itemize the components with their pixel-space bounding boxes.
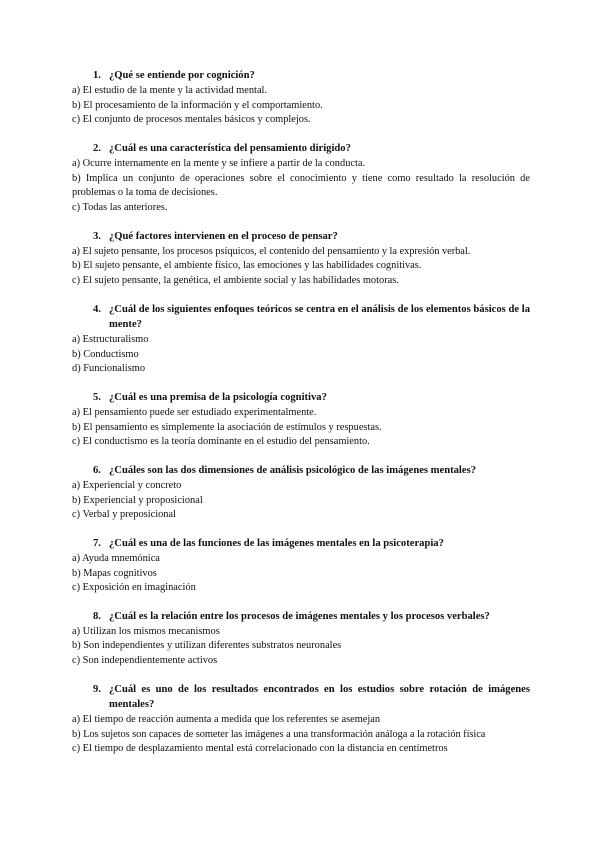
question-5 [72, 390, 530, 450]
answer-option: a) El tiempo de reacción aumenta a medida que los referentes se asemejan [72, 714, 381, 726]
question-text: ¿Cuál es uno de los resultados encontrados en los estudios sobre rotación de imágenes mentales? [109, 683, 530, 710]
answer-option: b) Mapas cognitivos [72, 567, 157, 579]
answer-option: b) El sujeto pensante, el ambiente físico, las emociones y las habilidades cognitivas. [72, 260, 422, 272]
answer-option: a) El estudio de la mente y la actividad mental. [72, 85, 268, 97]
answer-option: b) Experiencial y proposicional [72, 494, 203, 506]
answer-option: b) Los sujetos son capaces de someter las imágenes a una transformación análoga a la rotación física [72, 728, 486, 740]
question-number: 4. [93, 303, 101, 315]
question-9 [72, 682, 530, 757]
question-number: 9. [93, 683, 101, 695]
answer-option: a) El pensamiento puede ser estudiado experimentalmente. [72, 406, 317, 418]
question-text: ¿Cuál de los siguientes enfoques teóricos se centra en el análisis de los elementos básicos de la mente? [109, 303, 530, 330]
question-list [72, 68, 530, 770]
answer-option: c) Todas las anteriores. [72, 201, 168, 213]
answer-option: a) El sujeto pensante, los procesos psíquicos, el contenido del pensamiento y la expresión verbal. [72, 245, 471, 257]
question-3 [72, 229, 530, 289]
question-text: ¿Qué factores intervienen en el proceso de pensar? [109, 230, 338, 242]
answer-option: c) El tiempo de desplazamiento mental está correlacionado con la distancia en centímetros [72, 743, 448, 755]
answer-option: b) El pensamiento es simplemente la asociación de estímulos y respuestas. [72, 421, 382, 433]
answer-option: c) Exposición en imaginación [72, 582, 196, 594]
question-heading [72, 682, 530, 712]
question-number: 5. [93, 391, 101, 403]
question-heading [72, 68, 530, 83]
answer-option: b) Implica un conjunto de operaciones sobre el conocimiento y tiene como resultado la resolución de problemas o la toma de decisiones. [72, 172, 530, 199]
question-2 [72, 141, 530, 216]
answer-option: c) El sujeto pensante, la genética, el ambiente social y las habilidades motoras. [72, 274, 399, 286]
question-8 [72, 609, 530, 669]
question-text: ¿Cuáles son las dos dimensiones de análisis psicológico de las imágenes mentales? [109, 464, 476, 476]
answer-option: c) Verbal y preposicional [72, 509, 176, 521]
question-number: 8. [93, 610, 101, 622]
question-7 [72, 536, 530, 596]
answer-option: a) Estructuralismo [72, 333, 149, 345]
question-text: ¿Cuál es una característica del pensamiento dirigido? [109, 142, 351, 154]
question-text: ¿Qué se entiende por cognición? [109, 70, 255, 81]
answer-option: a) Experiencial y concreto [72, 479, 182, 491]
question-heading [72, 390, 530, 405]
answer-option: a) Utilizan los mismos mecanismos [72, 625, 220, 637]
answer-option: c) Son independientemente activos [72, 655, 218, 667]
question-4 [72, 302, 530, 377]
question-heading [72, 463, 530, 478]
answer-option: c) El conjunto de procesos mentales básicos y complejos. [72, 114, 311, 126]
question-heading [72, 229, 530, 244]
question-heading [72, 536, 530, 551]
question-number: 7. [93, 537, 101, 549]
question-6 [72, 463, 530, 523]
question-heading [72, 302, 530, 332]
answer-option: a) Ayuda mnemónica [72, 552, 160, 564]
question-text: ¿Cuál es una premisa de la psicología cognitiva? [109, 391, 327, 403]
question-text: ¿Cuál es una de las funciones de las imágenes mentales en la psicoterapia? [109, 537, 444, 549]
question-text: ¿Cuál es la relación entre los procesos de imágenes mentales y los procesos verbales? [109, 610, 490, 622]
answer-option: a) Ocurre internamente en la mente y se infiere a partir de la conducta. [72, 158, 366, 170]
question-number: 2. [93, 142, 101, 154]
answer-option: b) El procesamiento de la información y el comportamiento. [72, 99, 323, 111]
question-heading [72, 609, 530, 624]
answer-option: c) El conductismo es la teoría dominante en el estudio del pensamiento. [72, 436, 370, 448]
question-heading [72, 141, 530, 156]
question-number: 6. [93, 464, 101, 476]
answer-option: b) Son independientes y utilizan diferentes substratos neuronales [72, 640, 342, 652]
question-number: 1. [93, 70, 101, 81]
answer-option: b) Conductismo [72, 348, 139, 360]
question-number: 3. [93, 230, 101, 242]
question-1 [72, 68, 530, 128]
answer-option: d) Funcionalismo [72, 363, 146, 375]
